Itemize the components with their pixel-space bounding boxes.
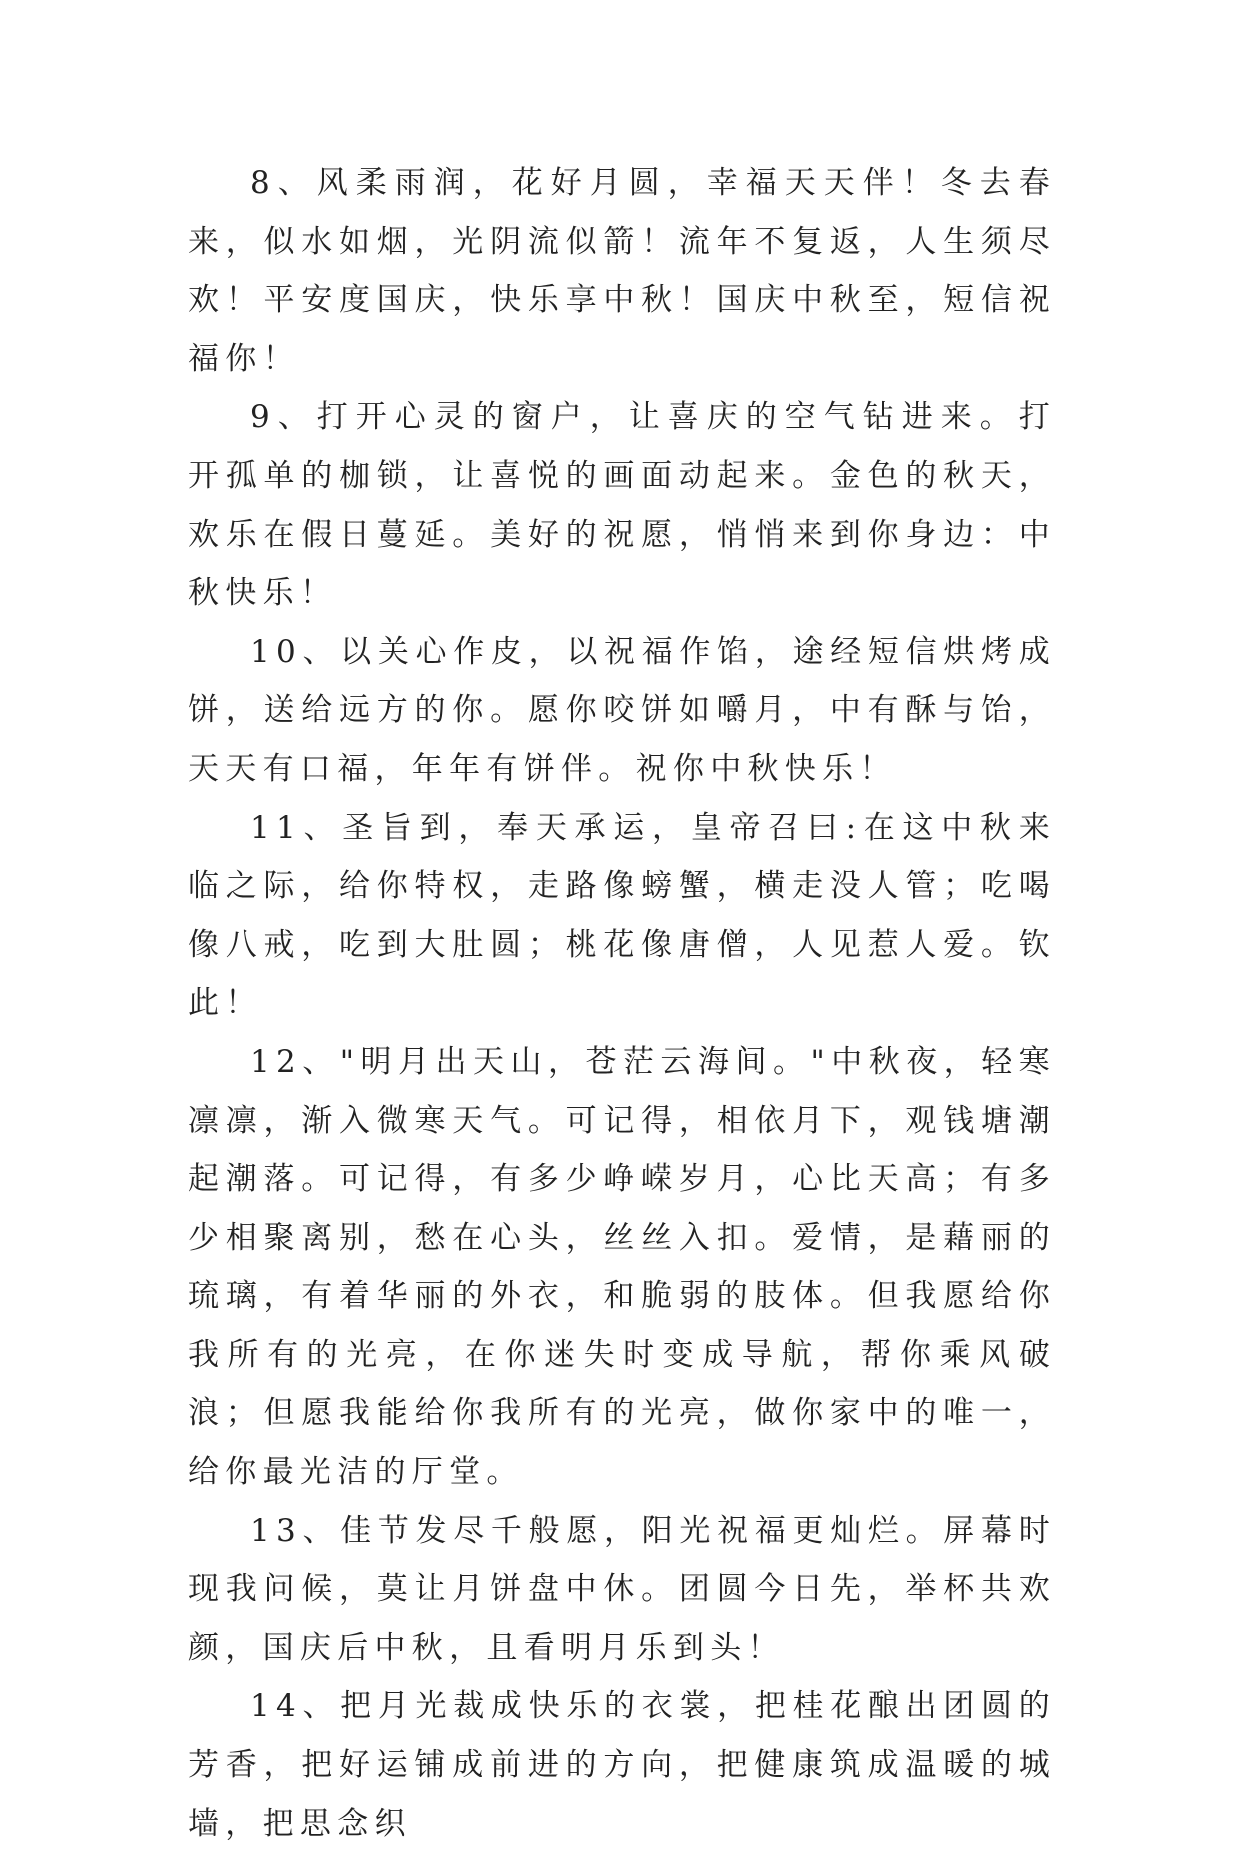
paragraph-14: 14、把月光裁成快乐的衣裳，把桂花酿出团圆的芳香，把好运铺成前进的方向，把健康筑成温暖的城墙，把思念织 (188, 1688, 1056, 1842)
paragraph-13: 13、佳节发尽千般愿，阳光祝福更灿烂。屏幕时现我问候，莫让月饼盘中休。团圆今日先，举杯共欢颜，国庆后中秋，且看明月乐到头！ (188, 1512, 1056, 1666)
paragraph-12: 12、"明月出天山，苍茫云海间。"中秋夜，轻寒凛凛，渐入微寒天气。可记得，相依月下，观钱塘潮起潮落。可记得，有多少峥嵘岁月，心比天高；有多少相聚离别，愁在心头，丝丝入扣。爱情，是藉丽的琉璃，有着华丽的外衣，和脆弱的肢体。但我愿给你我所有的光亮，在你迷失时变成导航，帮你乘风破浪；但愿我能给你我所有的光亮，做你家中的唯一，给你最光洁的厅堂。 (188, 1043, 1056, 1491)
paragraph-11: 11、圣旨到，奉天承运，皇帝召曰:在这中秋来临之际，给你特权，走路像螃蟹，横走没人管；吃喝像八戒，吃到大肚圆；桃花像唐僧，人见惹人爱。钦此！ (188, 809, 1056, 1022)
paragraph-8: 8、风柔雨润，花好月圆，幸福天天伴！冬去春来，似水如烟，光阴流似箭！流年不复返，人生须尽欢！平安度国庆，快乐享中秋！国庆中秋至，短信祝福你！ (188, 165, 1056, 377)
document-page (188, 154, 1056, 1853)
paragraph-9: 9、打开心灵的窗户，让喜庆的空气钻进来。打开孤单的枷锁，让喜悦的画面动起来。金色的秋天，欢乐在假日蔓延。美好的祝愿，悄悄来到你身边：中秋快乐！ (188, 399, 1056, 612)
paragraph-10: 10、以关心作皮，以祝福作馅，途经短信烘烤成饼，送给远方的你。愿你咬饼如嚼月，中有酥与饴，天天有口福，年年有饼伴。祝你中秋快乐！ (188, 633, 1056, 787)
